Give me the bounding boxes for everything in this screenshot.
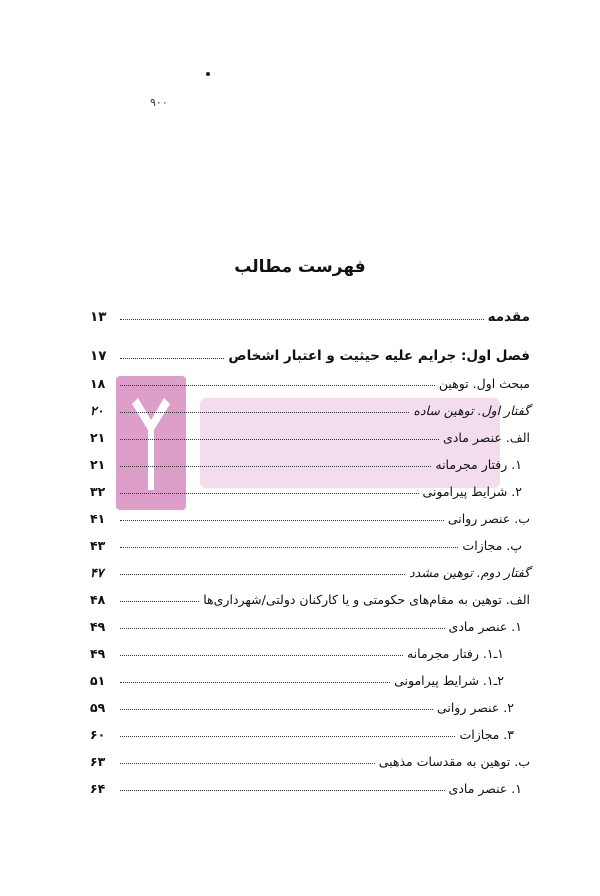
dot-leader: [120, 601, 199, 602]
toc-entry-page-number: ۱۳: [90, 309, 107, 325]
toc-entry: [90, 499, 530, 526]
toc-entry-page-number: ۴۸: [90, 592, 106, 607]
toc-entry: [90, 391, 530, 418]
toc-entry-label: فصل اول: جرایم علیه حیثیت و اعتبار اشخاص: [228, 348, 530, 364]
dot-leader: [120, 790, 445, 791]
dot-leader: [120, 628, 445, 629]
dot-leader: [120, 439, 439, 440]
toc-entry: [90, 298, 530, 325]
toc-entry-page-number: ۵۹: [90, 700, 106, 715]
toc-entry: [90, 445, 530, 472]
toc-entry-label: مقدمه: [487, 309, 530, 325]
toc-entry-page-number: ۲۱: [90, 457, 106, 472]
dot-leader: [120, 763, 375, 764]
table-of-contents: [90, 298, 530, 796]
toc-entry-label: ب. توهین به مقدسات مذهبی: [378, 754, 530, 769]
dot-leader: [120, 385, 435, 386]
toc-entry-label: ب. عنصر روانی: [447, 511, 530, 526]
dot-leader: [120, 466, 431, 467]
toc-entry-page-number: ۶۴: [90, 781, 106, 796]
toc-entry-label: ۱ـ۱. رفتار مجرمانه: [406, 646, 504, 661]
toc-entry-page-number: ۴۱: [90, 511, 106, 526]
ink-dot: [206, 72, 210, 76]
toc-entry-label: الف. عنصر مادی: [443, 430, 530, 445]
toc-entry-label: الف. توهین به مقام‌های حکومتی و یا کارکنان دولتی/شهرداری‌ها: [203, 592, 530, 607]
page-title: فهرست مطالب: [234, 257, 366, 277]
toc-entry: [90, 769, 530, 796]
toc-entry-page-number: ۴۹: [90, 646, 106, 661]
toc-entry-page-number: ۴۷: [90, 565, 104, 580]
toc-entry: [90, 337, 530, 364]
toc-entry-label: ۲. عنصر روانی: [436, 700, 514, 715]
dot-leader: [120, 574, 405, 575]
corner-note: ۹۰۰: [150, 96, 168, 109]
toc-entry-label: ۱. رفتار مجرمانه: [435, 457, 522, 472]
dot-leader: [120, 412, 409, 413]
toc-entry: [90, 526, 530, 553]
toc-entry-page-number: ۵۱: [90, 673, 106, 688]
toc-entry: [90, 418, 530, 445]
dot-leader: [120, 655, 403, 656]
dot-leader: [120, 547, 458, 548]
toc-entry-page-number: ۶۰: [90, 727, 106, 742]
toc-entry-label: گفتار دوم. توهین مشدد: [409, 565, 530, 580]
toc-entry-page-number: ۲۱: [90, 430, 106, 445]
toc-entry-page-number: ۲۰: [90, 403, 104, 418]
toc-entry-label: مبحث اول. توهین: [438, 376, 530, 391]
toc-entry-label: ۳. مجازات: [459, 727, 514, 742]
toc-entry: [90, 715, 530, 742]
toc-entry: [90, 688, 530, 715]
toc-entry: [90, 472, 530, 499]
dot-leader: [120, 493, 419, 494]
toc-entry-label: ۲ـ۱. شرایط پیرامونی: [394, 673, 504, 688]
dot-leader: [120, 319, 484, 320]
toc-entry-label: ۱. عنصر مادی: [448, 781, 522, 796]
toc-entry: [90, 661, 530, 688]
dot-leader: [120, 358, 224, 359]
toc-entry-page-number: ۶۳: [90, 754, 106, 769]
toc-entry-label: پ. مجازات: [462, 538, 522, 553]
toc-entry: [90, 364, 530, 391]
toc-entry: [90, 580, 530, 607]
toc-entry-page-number: ۱۷: [90, 348, 107, 364]
toc-entry: [90, 553, 530, 580]
dot-leader: [120, 736, 455, 737]
toc-entry-page-number: ۳۲: [90, 484, 106, 499]
toc-entry: [90, 607, 530, 634]
toc-entry-page-number: ۱۸: [90, 376, 106, 391]
toc-entry-page-number: ۴۳: [90, 538, 106, 553]
dot-leader: [120, 682, 390, 683]
dot-leader: [120, 709, 433, 710]
toc-entry: [90, 742, 530, 769]
toc-entry-label: ۲. شرایط پیرامونی: [422, 484, 522, 499]
dot-leader: [120, 520, 444, 521]
toc-entry: [90, 634, 530, 661]
toc-entry-page-number: ۴۹: [90, 619, 106, 634]
toc-entry-label: گفتار اول. توهین ساده: [413, 403, 530, 418]
toc-entry-label: ۱. عنصر مادی: [448, 619, 522, 634]
